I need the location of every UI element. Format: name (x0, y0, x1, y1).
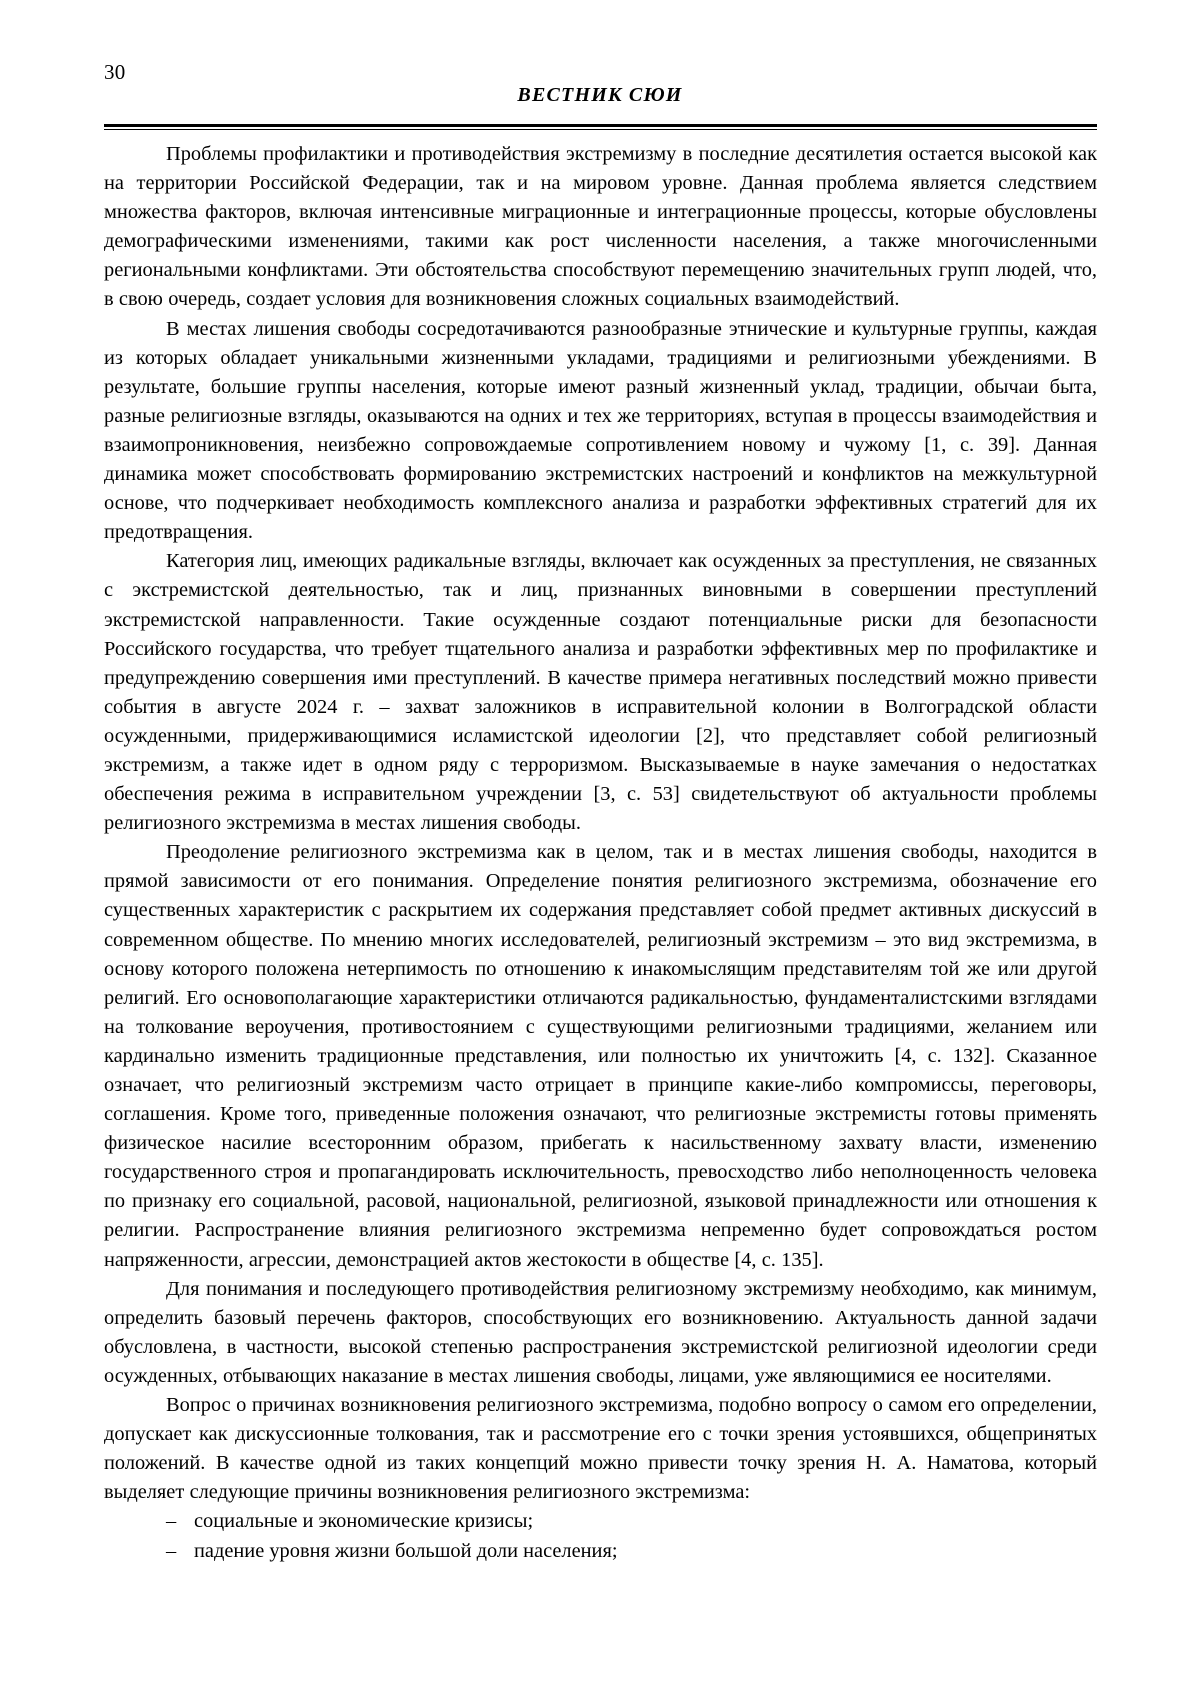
page-number: 30 (104, 60, 126, 84)
body-paragraph: Для понимания и последующего противодействия религиозному экстремизму необходимо, как минимум, определить базовый перечень факторов, способствующих его возникновению. Актуальность данной задачи обусловлена, в частности, высокой степенью распространения экстремистской религиозной идеологии среди осужденных, отбывающих наказание в местах лишения свободы, лицами, уже являющимися ее носителями. (104, 1277, 1097, 1387)
body-paragraph: Категория лиц, имеющих радикальные взгляды, включает как осужденных за преступления, не связанных с экстремистской деятельностью, так и лиц, признанных виновными в совершении преступлений экстремистской направленности. Такие осужденные создают потенциальные риски для безопасности Российского государства, что требует тщательного анализа и разработки эффективных мер по профилактике и предупреждению совершения ими преступлений. В качестве примера негативных последствий можно привести события в августе 2024 г. – захват заложников в исправительной колонии в Волгоградской области осужденными, придерживающимися исламистской идеологии [2], что представляет собой религиозный экстремизм, а также идет в одном ряду с терроризмом. Высказываемые в науке замечания о недостатках обеспечения режима в исправительном учреждении [3, с. 53] свидетельствуют об актуальности проблемы религиозного экстремизма в местах лишения свободы. (104, 550, 1097, 835)
header-divider (104, 124, 1097, 130)
list-bullet-dash: – (166, 1539, 177, 1562)
list-item-label: падение уровня жизни большой доли населения; (194, 1539, 618, 1562)
causes-list (104, 1507, 1097, 1565)
header-divider-thin-line (104, 129, 1097, 130)
body-paragraph: В местах лишения свободы сосредотачиваются разнообразные этнические и культурные группы, каждая из которых обладает уникальными жизненными укладами, традициями и религиозными убеждениями. В результате, большие группы населения, которые имеют разный жизненный уклад, традиции, обычаи быта, разные религиозные взгляды, оказываются на одних и тех же территориях, вступая в процессы взаимодействия и взаимопроникновения, неизбежно сопровождаемые сопротивлением новому и чужому [1, с. 39]. Данная динамика может способствовать формированию экстремистских настроений и конфликтов на межкультурной основе, что подчеркивает необходимость комплексного анализа и разработки эффективных стратегий для их предотвращения. (104, 317, 1097, 544)
list-item (104, 1537, 1097, 1566)
list-item (104, 1507, 1097, 1536)
journal-header-title: ВЕСТНИК СЮИ (517, 84, 683, 106)
list-item-label: социальные и экономические кризисы; (194, 1510, 534, 1533)
body-paragraph: Проблемы профилактики и противодействия экстремизму в последние десятилетия остается высокой как на территории Российской Федерации, так и на мировом уровне. Данная проблема является следствием множества факторов, включая интенсивные миграционные и интеграционные процессы, которые обусловлены демографическими изменениями, такими как рост численности населения, а также многочисленными региональными конфликтами. Эти обстоятельства способствуют перемещению значительных групп людей, что, в свою очередь, создает условия для возникновения сложных социальных взаимодействий. (104, 143, 1097, 311)
article-body (104, 140, 1097, 1566)
list-bullet-dash: – (166, 1510, 177, 1533)
body-paragraph: Преодоление религиозного экстремизма как в целом, так и в местах лишения свободы, находится в прямой зависимости от его понимания. Определение понятия религиозного экстремизма, обозначение его существенных характеристик с раскрытием их содержания представляет собой предмет активных дискуссий в современном обществе. По мнению многих исследователей, религиозный экстремизм – это вид экстремизма, в основу которого положена нетерпимость по отношению к инакомыслящим представителям той же или другой религий. Его основополагающие характеристики отличаются радикальностью, фундаменталистскими взглядами на толкование вероучения, противостоянием с существующими религиозными традициями, желанием или кардинально изменить традиционные представления, или полностью их уничтожить [4, с. 132]. Сказанное означает, что религиозный экстремизм часто отрицает в принципе какие-либо компромиссы, переговоры, соглашения. Кроме того, приведенные положения означают, что религиозные экстремисты готовы применять физическое насилие всесторонним образом, прибегать к насильственному захвату власти, изменению государственного строя и пропагандировать исключительность, превосходство либо неполноценность человека по признаку его социальной, расовой, национальной, религиозной, языковой принадлежности или отношения к религии. Распространение влияния религиозного экстремизма непременно будет сопровождаться ростом напряженности, агрессии, демонстрацией актов жестокости в обществе [4, с. 135]. (104, 841, 1097, 1271)
body-paragraph: Вопрос о причинах возникновения религиозного экстремизма, подобно вопросу о самом его определении, допускает как дискуссионные толкования, так и рассмотрение его с точки зрения устоявшихся, общепринятых положений. В качестве одной из таких концепций можно привести точку зрения Н. А. Наматова, который выделяет следующие причины возникновения религиозного экстремизма: (104, 1394, 1097, 1504)
